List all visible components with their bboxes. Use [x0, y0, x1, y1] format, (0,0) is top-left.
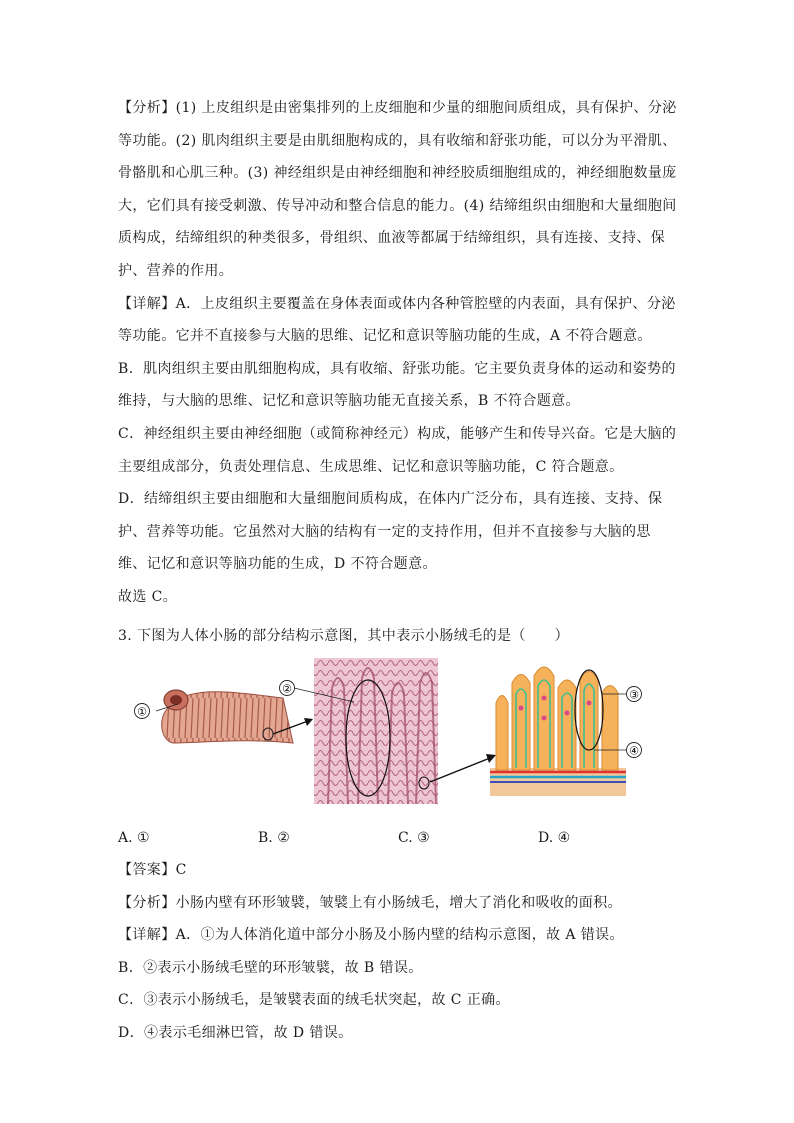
option-d: D. ④: [538, 830, 571, 847]
detail-c: C．神经组织主要由神经细胞（或简称神经元）构成，能够产生和传导兴奋。它是大脑的主要组成部分，负责处理信息、生成思维、记忆和意识等脑功能，C 符合题意。: [118, 425, 677, 475]
intestine-segment-illustration: [135, 690, 294, 743]
detail-3c: C．③表示小肠绒毛，是皱襞表面的绒毛状突起，故 C 正确。: [118, 992, 510, 1009]
answer-options: [118, 822, 678, 854]
conclusion: 故选 C。: [118, 588, 178, 605]
label-2: ②: [282, 682, 292, 696]
question-3: 3. 下图为人体小肠的部分结构示意图，其中表示小肠绒毛的是（ ）: [118, 627, 570, 644]
villi-diagram: [490, 667, 642, 796]
detail-b: B．肌肉组织主要由肌细胞构成，具有收缩、舒张功能。它主要负责身体的运动和姿势的维持，与大脑的思维、记忆和意识等脑功能无直接关系，B 不符合题意。: [118, 360, 676, 410]
detail-a: 【详解】A．上皮组织主要覆盖在身体表面或体内各种管腔壁的内表面，具有保护、分泌等功能。它并不直接参与大脑的思维、记忆和意识等脑功能的生成，A 不符合题意。: [118, 295, 676, 345]
option-b: B. ②: [258, 830, 290, 847]
label-4: ④: [629, 744, 639, 758]
arrow-2: [430, 754, 496, 782]
document-page: [118, 92, 678, 1050]
small-intestine-figure: [118, 658, 678, 820]
option-c: C. ③: [398, 830, 430, 847]
detail-3a: 【详解】A．①为人体消化道中部分小肠及小肠内壁的结构示意图，故 A 错误。: [118, 927, 624, 944]
detail-d: D．结缔组织主要由细胞和大量细胞间质构成，在体内广泛分布，具有连接、支持、保护、营养等功能。它虽然对大脑的结构有一定的支持作用，但并不直接参与大脑的思维、记忆和意识等脑功能的生成，D 不符合题意。: [118, 491, 663, 573]
micrograph-illustration: [280, 658, 439, 804]
figure-svg: [118, 658, 678, 820]
label-3: ③: [629, 688, 639, 702]
option-a: A. ①: [118, 830, 150, 847]
detail-3d: D．④表示毛细淋巴管，故 D 错误。: [118, 1025, 353, 1042]
detail-3b: B．②表示小肠绒毛壁的环形皱襞，故 B 错误。: [118, 959, 423, 976]
answer-line: 【答案】C: [118, 862, 187, 879]
analysis-3: 【分析】小肠内壁有环形皱襞，皱襞上有小肠绒毛，增大了消化和吸收的面积。: [118, 894, 622, 911]
analysis-paragraph: 【分析】(1) 上皮组织是由密集排列的上皮细胞和少量的细胞间质组成，具有保护、分泌等功能。(2) 肌肉组织主要是由肌细胞构成的，具有收缩和舒张功能，可以分为平滑肌、骨骼肌和心肌三种。(3) 神经组织是由神经细胞和神经胶质细胞组成的，神经细胞数量庞大，它们具有接受刺激、传导冲动和整合信息的能力。(4) 结缔组织由细胞和大量细胞间质构成，结缔组织的种类很多，骨组织、血液等都属于结缔组织，具有连接、支持、保护、营养的作用。: [118, 100, 677, 279]
label-1: ①: [137, 705, 147, 719]
